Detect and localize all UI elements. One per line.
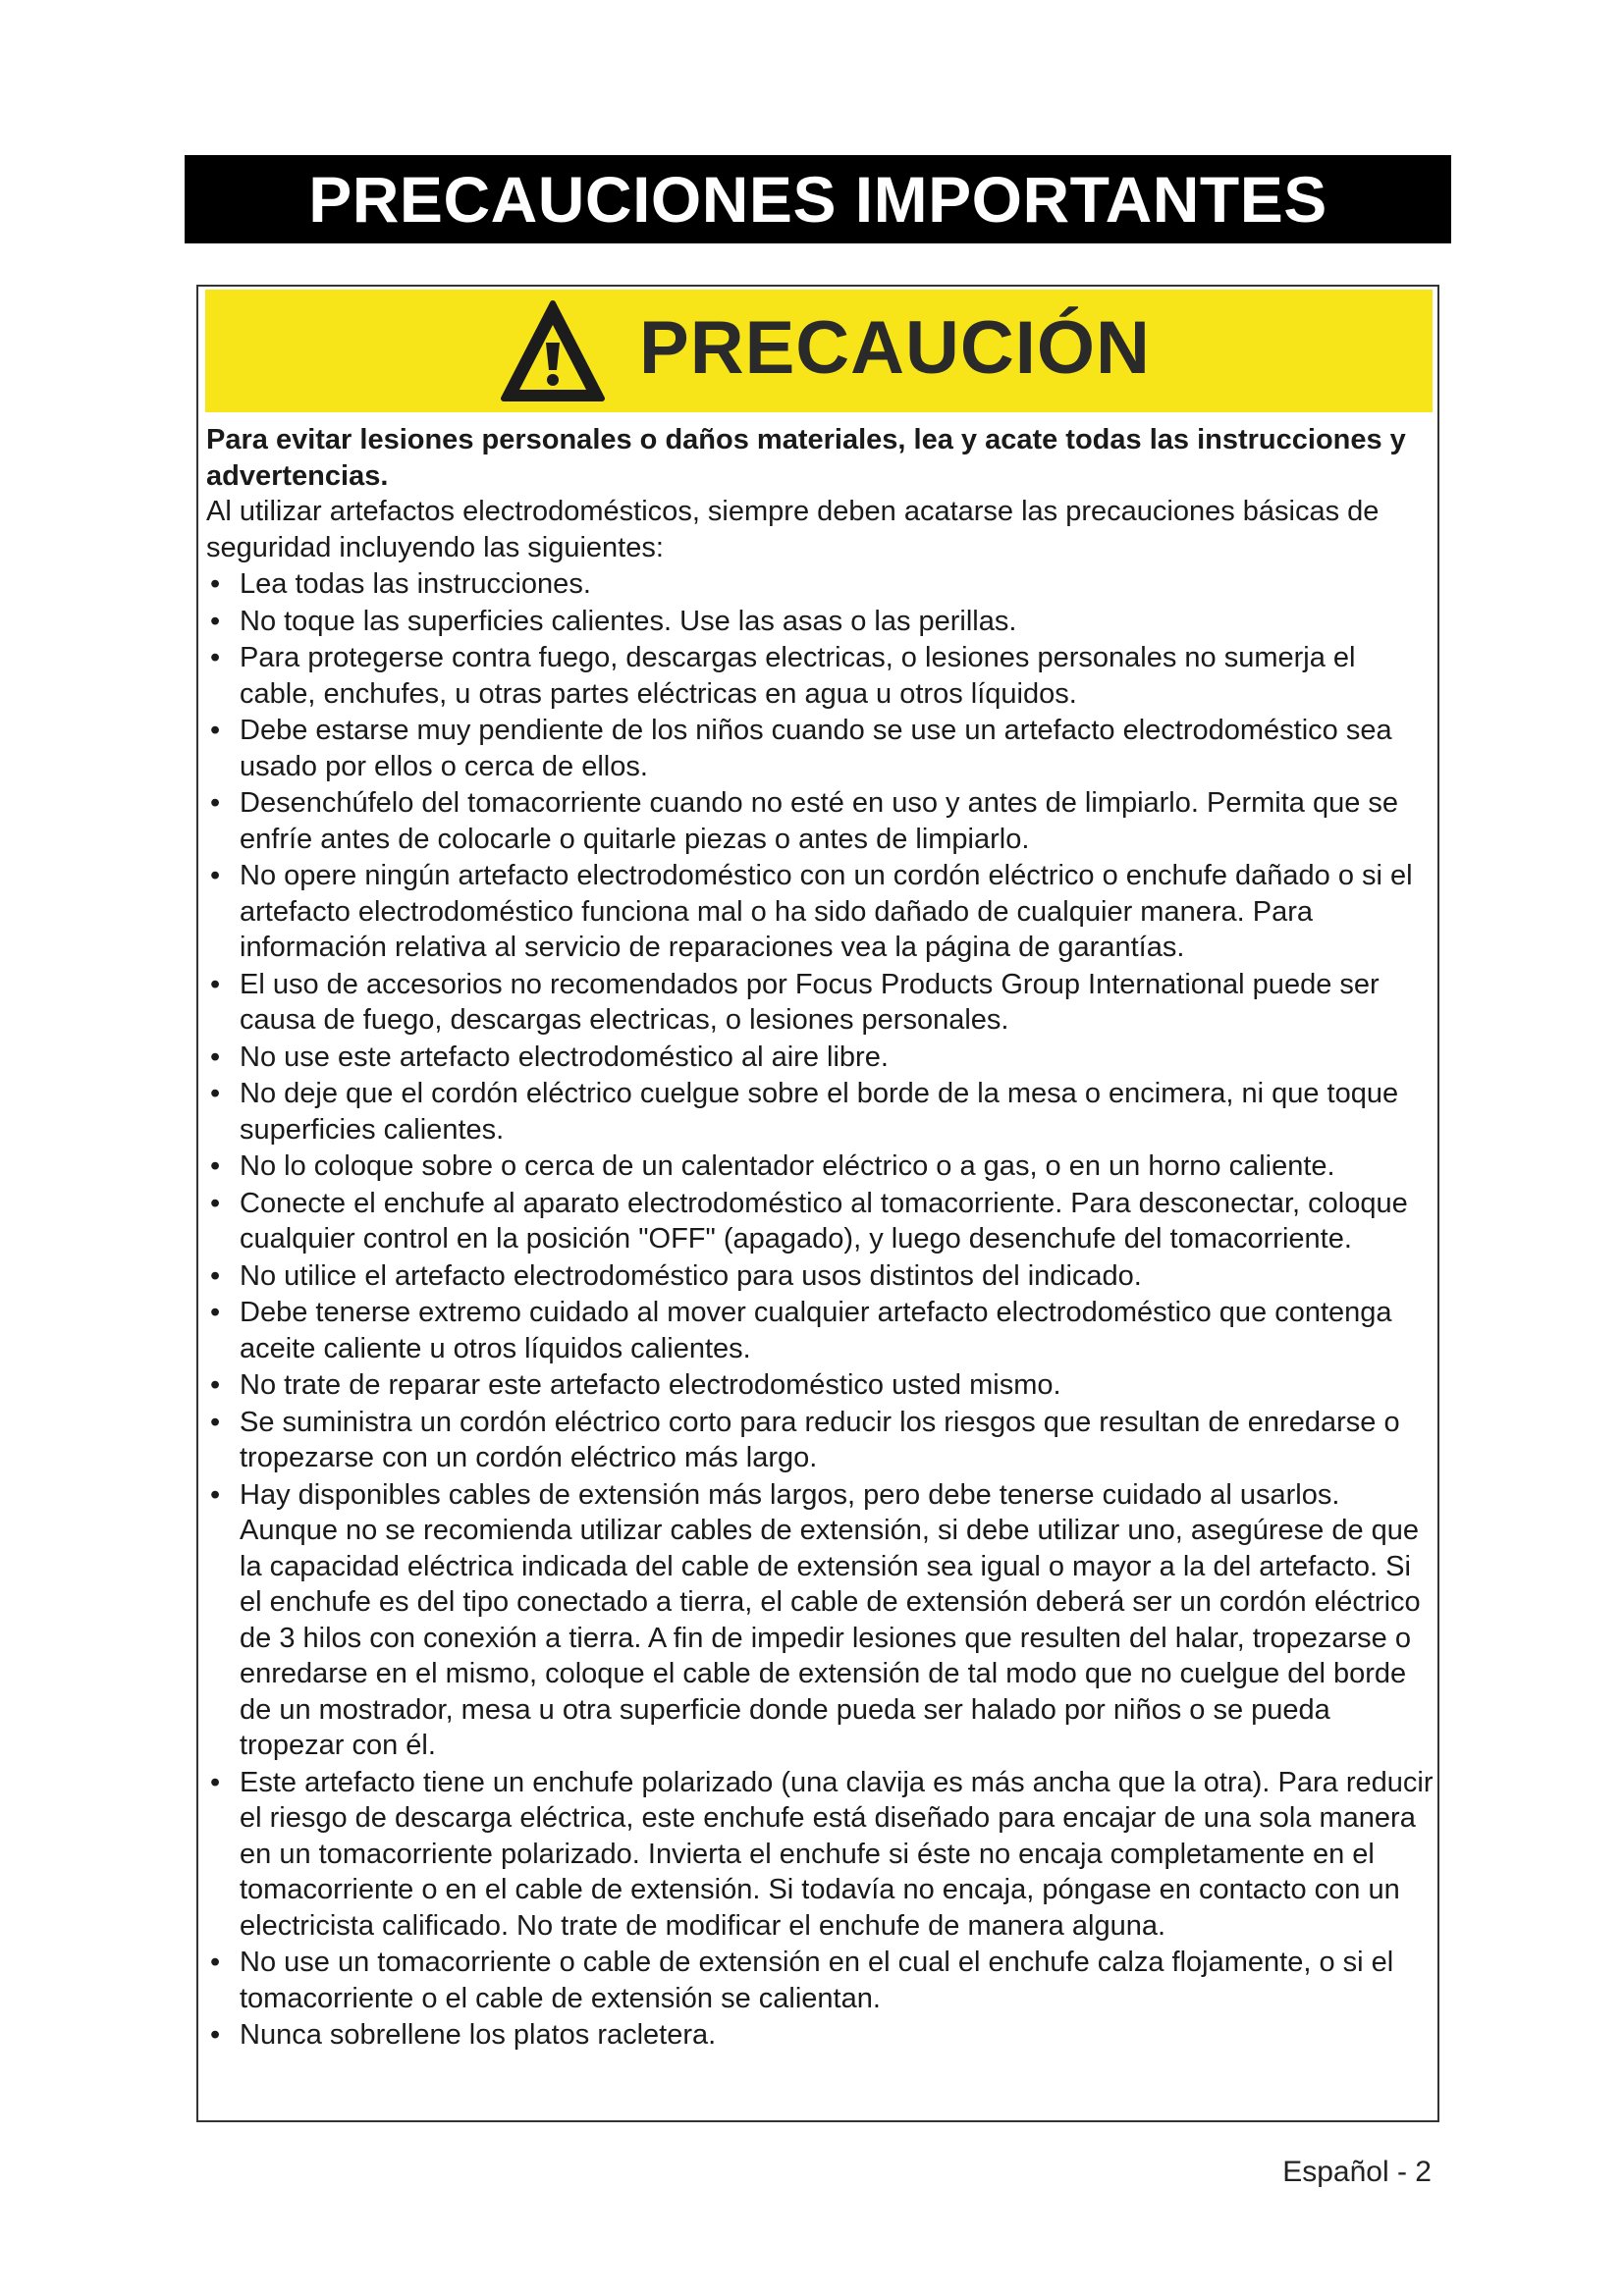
list-item: • Hay disponibles cables de extensión más largos, pero debe tenerse cuidado al usarlos. Aunque no se recomienda utilizar cables de extensión, si debe utilizar uno, asegúrese de que la capacidad eléctrica indicada del cable de extensión sea igual o mayor a la del artefacto. Si el enchufe es del tipo conectado a tierra, el cable de extensión deberá ser un cordón eléctrico de 3 hilos con conexión a tierra. A fin de impedir lesiones que resulten del halar, tropezarse o enredarse en el mismo, coloque el cable de extensión de tal modo que no cuelgue del borde de un mostrador, mesa u otra superficie donde pueda ser halado por niños o se pueda tropezar con él. [206,1477,1434,1764]
list-item: • Desenchúfelo del tomacorriente cuando no esté en uso y antes de limpiarlo. Permita que se enfríe antes de colocarle o quitarle piezas o antes de limpiarlo. [206,785,1434,857]
list-item: • No opere ningún artefacto electrodoméstico con un cordón eléctrico o enchufe dañado o si el artefacto electrodoméstico funciona mal o ha sido dañado de cualquier manera. Para información relativa al servicio de reparaciones vea la página de garantías. [206,858,1434,966]
list-item: • No deje que el cordón eléctrico cuelgue sobre el borde de la mesa o encimera, ni que toque superficies calientes. [206,1076,1434,1148]
list-item: • El uso de accesorios no recomendados por Focus Products Group International puede ser causa de fuego, descargas electricas, o lesiones personales. [206,967,1434,1039]
list-item: • Nunca sobrellene los platos racletera. [206,2017,1434,2054]
list-item: • No use este artefacto electrodoméstico al aire libre. [206,1040,1434,1076]
list-item: • Se suministra un cordón eléctrico corto para reducir los riesgos que resultan de enredarse o tropezarse con un cordón eléctrico más largo. [206,1405,1434,1476]
list-item: • Conecte el enchufe al aparato electrodoméstico al tomacorriente. Para desconectar, coloque cualquier control en la posición "OFF" (apagado), y luego desenchufe del tomacorriente. [206,1186,1434,1257]
page-header [185,155,1451,243]
page-title: PRECAUCIONES IMPORTANTES [308,163,1327,236]
caution-box [196,285,1439,2122]
list-item: • No lo coloque sobre o cerca de un calentador eléctrico o a gas, o en un horno caliente. [206,1148,1434,1185]
intro-text: Al utilizar artefactos electrodomésticos, siempre deben acatarse las precauciones básicas de seguridad incluyendo las siguientes: [206,496,1380,563]
caution-heading: PRECAUCIÓN [639,306,1151,390]
list-item: • Debe tenerse extremo cuidado al mover cualquier artefacto electrodoméstico que contenga aceite caliente u otros líquidos calientes. [206,1295,1434,1366]
list-item: • Debe estarse muy pendiente de los niños cuando se use un artefacto electrodoméstico sea usado por ellos o cerca de ellos. [206,713,1434,784]
list-item: • Para protegerse contra fuego, descargas electricas, o lesiones personales no sumerja el cable, enchufes, u otras partes eléctricas en agua u otros líquidos. [206,640,1434,712]
page-number: Español - 2 [1282,2156,1432,2188]
precautions-list [206,566,1434,2054]
list-item: • No toque las superficies calientes. Use las asas o las perillas. [206,604,1434,640]
list-item: • Lea todas las instrucciones. [206,566,1434,603]
list-item: • No use un tomacorriente o cable de extensión en el cual el enchufe calza flojamente, o si el tomacorriente o el cable de extensión se calientan. [206,1945,1434,2016]
intro-warning: Para evitar lesiones personales o daños materiales, lea y acate todas las instrucciones y advertencias. [206,424,1406,492]
list-item: • No utilice el artefacto electrodoméstico para usos distintos del indicado. [206,1258,1434,1295]
list-item: • Este artefacto tiene un enchufe polarizado (una clavija es más ancha que la otra). Para reducir el riesgo de descarga eléctrica, este enchufe está diseñado para encajar de una sola manera en un tomacorriente polarizado. Invierta el enchufe si éste no encaja completamente en el tomacorriente o en el cable de extensión. Si todavía no encaja, póngase en contacto con un electricista calificado. No trate de modificar el enchufe de manera alguna. [206,1765,1434,1945]
list-item: • No trate de reparar este artefacto electrodoméstico usted mismo. [206,1367,1434,1404]
caution-banner [205,290,1433,412]
warning-triangle-icon [500,299,606,402]
instructions-content [206,422,1434,2054]
